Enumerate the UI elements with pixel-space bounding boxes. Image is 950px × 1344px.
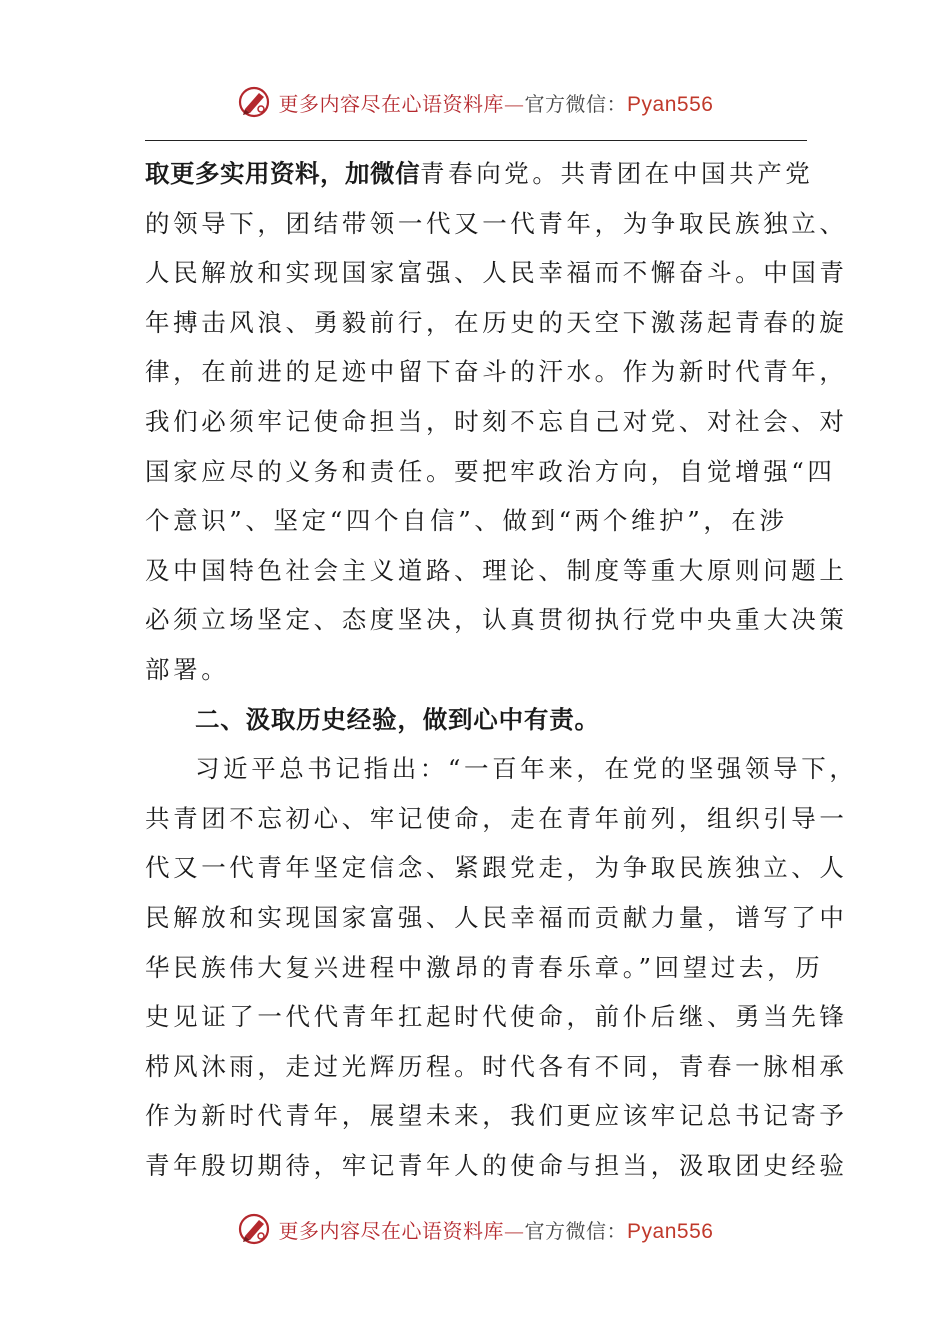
header-divider <box>145 140 807 141</box>
text-line: 的领导下，团结带领一代又一代青年，为争取民族独立、 <box>145 208 848 238</box>
text-line: 必须立场坚定、态度坚决，认真贯彻执行党中央重大决策 <box>145 605 848 635</box>
watermark-dash: — <box>504 1218 525 1243</box>
text-line: 共青团不忘初心、牢记使命，走在青年前列，组织引导一 <box>145 803 848 833</box>
watermark-wechat-label: 官方微信： <box>524 1218 628 1243</box>
text-line: 律，在前进的足迹中留下奋斗的汗水。作为新时代青年， <box>145 357 848 387</box>
text-line: 及中国特色社会主义道路、理论、制度等重大原则问题上 <box>145 555 848 585</box>
text-line: 个意识”、坚定“四个自信”、做到“两个维护”，在涉 <box>145 506 788 536</box>
text-line: 部署。 <box>145 654 230 684</box>
text-line: 民解放和实现国家富强、人民幸福而贡献力量，谱写了中 <box>145 902 848 932</box>
text-line: 作为新时代青年，展望未来，我们更应该牢记总书记寄予 <box>145 1101 848 1131</box>
text-line: 人民解放和实现国家富强、人民幸福而不懈奋斗。中国青 <box>145 258 848 288</box>
text-line: 青年殷切期待，牢记青年人的使命与担当，汲取团史经验 <box>145 1150 848 1180</box>
document-body <box>145 149 858 1190</box>
header-watermark <box>0 82 950 122</box>
pen-logo-icon <box>237 85 271 119</box>
text-line: 年搏击风浪、勇毅前行，在历史的天空下激荡起青春的旋 <box>145 307 848 337</box>
watermark-prefix: 更多内容尽在心语资料库 <box>278 91 505 116</box>
text-line: 习近平总书记指出：“一百年来，在党的坚强领导下， <box>195 754 858 784</box>
lead-bold-text: 取更多实用资料，加微信 <box>145 159 420 188</box>
text-line: 华民族伟大复兴进程中激昂的青春乐章。”回望过去，历 <box>145 952 824 982</box>
text-line: 国家应尽的义务和责任。要把牢政治方向，自觉增强“四 <box>145 456 836 486</box>
footer-watermark <box>0 1209 950 1249</box>
watermark-dash: — <box>504 91 525 116</box>
text-line: 我们必须牢记使命担当，时刻不忘自己对党、对社会、对 <box>145 406 848 436</box>
text-line: 史见证了一代代青年扛起时代使命，前仆后继、勇当先锋 <box>145 1002 848 1032</box>
section-heading: 二、汲取历史经验，做到心中有责。 <box>195 704 600 734</box>
text-line <box>145 149 814 199</box>
text-line: 代又一代青年坚定信念、紧跟党走，为争取民族独立、人 <box>145 853 848 883</box>
watermark-wechat-id: Pyan556 <box>627 1219 714 1243</box>
line-text: 青春向党。共青团在中国共产党 <box>420 159 814 188</box>
text-line: 栉风沐雨，走过光辉历程。时代各有不同，青春一脉相承 <box>145 1051 848 1081</box>
pen-logo-icon <box>237 1212 271 1246</box>
watermark-text <box>279 88 714 117</box>
watermark-wechat-label: 官方微信： <box>524 91 628 116</box>
watermark-wechat-id: Pyan556 <box>627 92 714 116</box>
watermark-text <box>279 1215 714 1244</box>
watermark-prefix: 更多内容尽在心语资料库 <box>278 1218 505 1243</box>
